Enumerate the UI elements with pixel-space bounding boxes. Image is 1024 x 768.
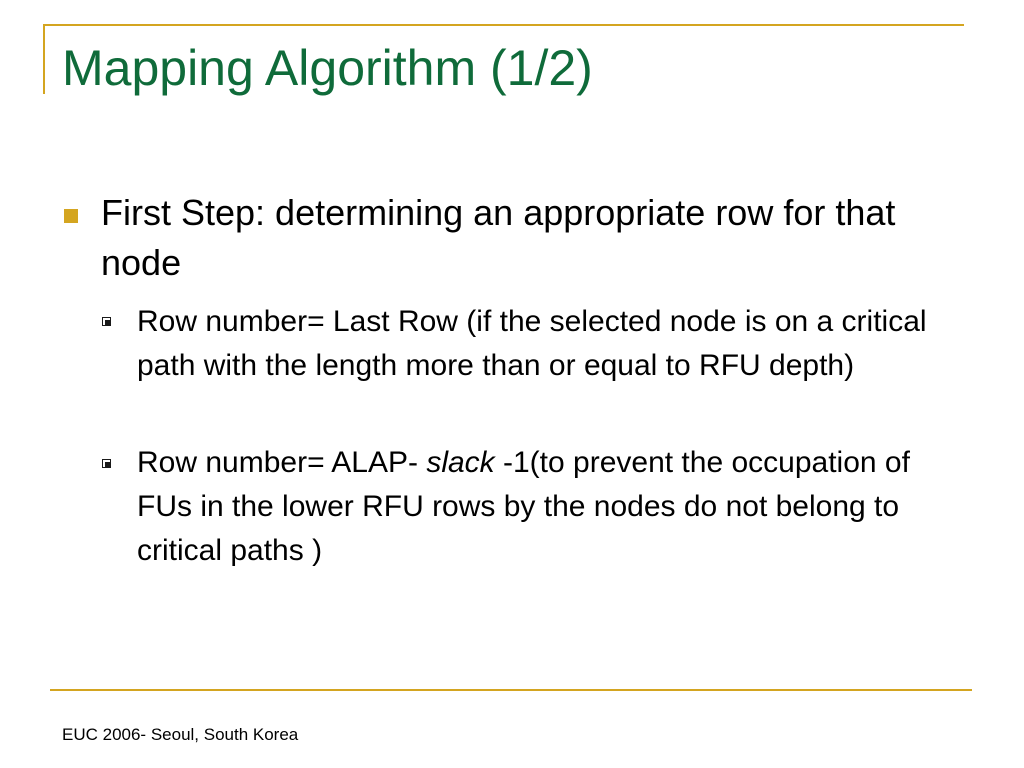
square-bullet-icon [64, 209, 78, 223]
top-frame-rule [43, 24, 964, 26]
sub-bullet-2-text-before: Row number= ALAP- [137, 446, 427, 479]
sub-bullet-2-italic-term: slack [426, 446, 495, 479]
footer-rule [50, 689, 972, 691]
sub-bullet-1 [137, 300, 937, 388]
sub-bullet-1-text: Row number= Last Row (if the selected node is on a critical path with the length more than or equal to RFU depth) [137, 305, 927, 382]
sub-bullet-2-text-after: -1(to prevent the occupation of FUs in the lower RFU rows by the nodes do not belong to critical paths ) [137, 446, 910, 567]
slide-title: Mapping Algorithm (1/2) [62, 40, 593, 96]
sub-bullet-2 [137, 441, 937, 573]
hollow-square-bullet-icon [102, 317, 111, 326]
main-bullet-text: First Step: determining an appropriate row for that node [101, 192, 896, 283]
footer-text: EUC 2006- Seoul, South Korea [62, 725, 299, 744]
left-frame-rule [43, 24, 45, 94]
hollow-square-bullet-icon [102, 459, 111, 468]
